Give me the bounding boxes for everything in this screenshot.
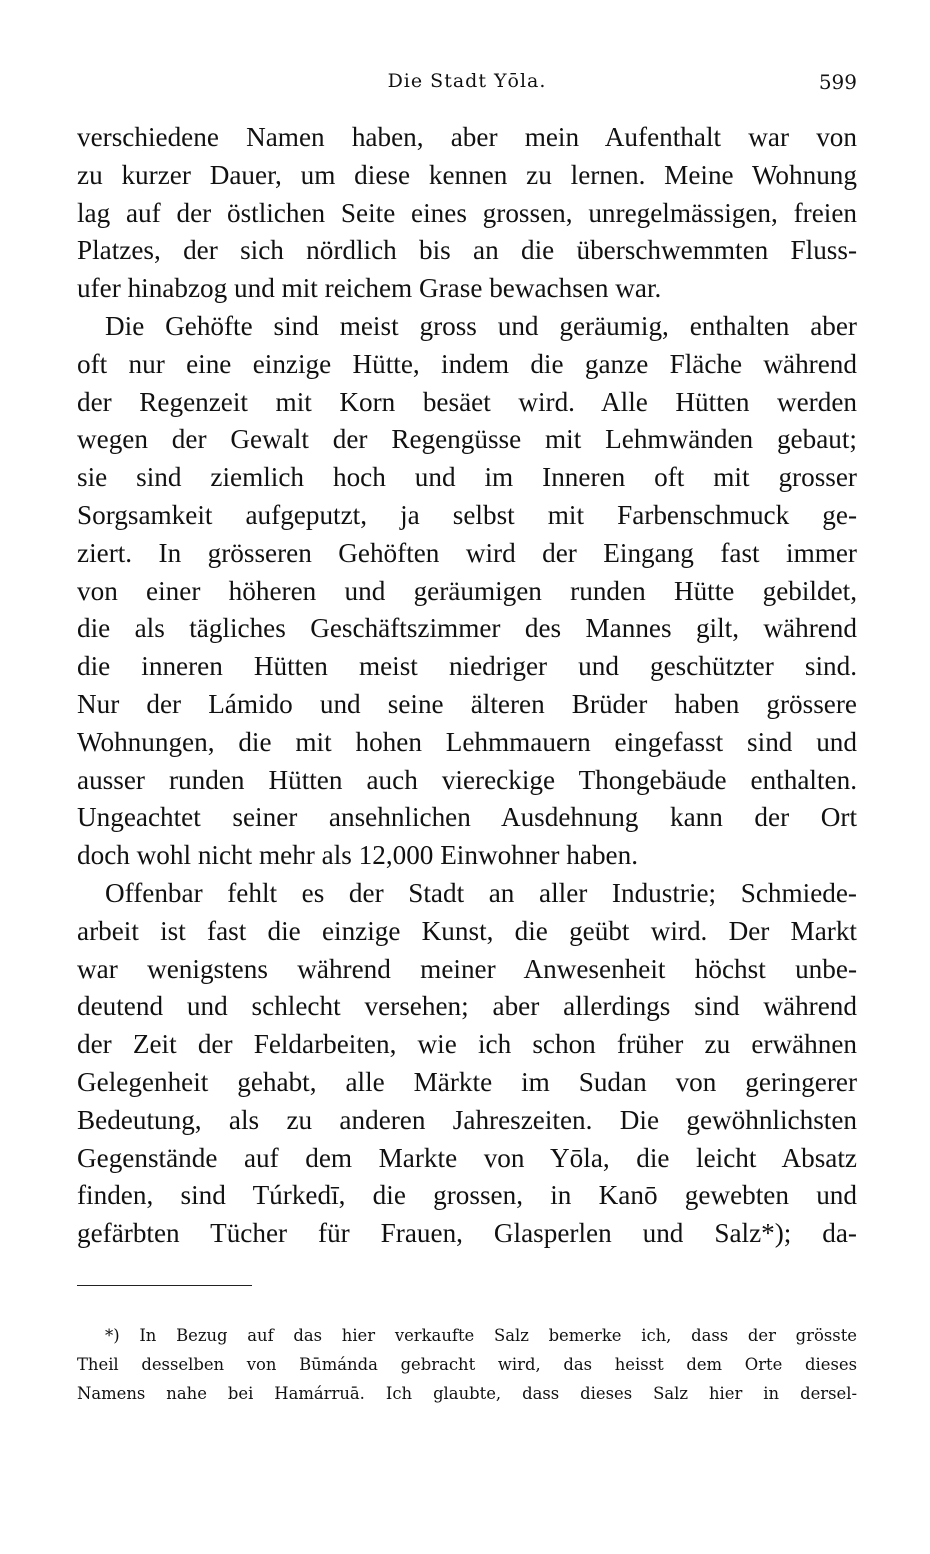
text-line: arbeit ist fast die einzige Kunst, die geübt wird. Der Markt: [77, 915, 857, 946]
text-line: sie sind ziemlich hoch und im Inneren oft mit grosser: [77, 462, 857, 493]
text-line: verschiedene Namen haben, aber mein Aufenthalt war von: [77, 122, 857, 152]
page-number: 599: [818, 70, 857, 94]
text-line: der Regenzeit mit Korn besäet wird. Alle Hütten werden: [77, 386, 857, 417]
paragraph-start-line: Die Gehöfte sind meist gross und geräumig, enthalten aber: [105, 310, 857, 341]
text-line: ufer hinabzog und mit reichem Grase bewachsen war.: [77, 273, 662, 304]
body-text: [77, 119, 857, 1253]
text-line: Ungeachtet seiner ansehnlichen Ausdehnung kann der Ort: [77, 802, 857, 833]
text-line: die als tägliches Geschäftszimmer des Mannes gilt, während: [77, 613, 857, 644]
text-line: ziert. In grösseren Gehöften wird der Eingang fast immer: [77, 537, 857, 568]
text-line: Nur der Lámido und seine älteren Brüder haben grössere: [77, 688, 857, 719]
footnote: [77, 1321, 857, 1408]
text-line: Gegenstände auf dem Markte von Yōla, die leicht Absatz: [77, 1142, 857, 1173]
text-line: oft nur eine einzige Hütte, indem die ganze Fläche während: [77, 348, 857, 379]
text-line: Platzes, der sich nördlich bis an die überschwemmten Fluss-: [77, 235, 857, 266]
text-line: zu kurzer Dauer, um diese kennen zu lernen. Meine Wohnung: [77, 159, 857, 190]
text-line: Gelegenheit gehabt, alle Märkte im Sudan von geringerer: [77, 1066, 857, 1097]
text-line: Sorgsamkeit aufgeputzt, ja selbst mit Farbenschmuck ge-: [77, 499, 857, 530]
footnote-divider: [77, 1285, 252, 1286]
footnote-line: Namens nahe bei Hamárruā. Ich glaubte, dass dieses Salz hier in dersel-: [77, 1384, 857, 1403]
text-line: von einer höheren und geräumigen runden Hütte gebildet,: [77, 575, 857, 606]
footnote-line: Theil desselben von Būmánda gebracht wird, das heisst dem Orte dieses: [77, 1355, 857, 1374]
text-line: deutend und schlecht versehen; aber allerdings sind während: [77, 991, 857, 1022]
footnote-line: *) In Bezug auf das hier verkaufte Salz bemerke ich, dass der grösste: [105, 1326, 857, 1345]
text-line: Wohnungen, die mit hohen Lehmmauern eingefasst sind und: [77, 726, 857, 757]
text-line: der Zeit der Feldarbeiten, wie ich schon früher zu erwähnen: [77, 1029, 857, 1060]
text-line: gefärbten Tücher für Frauen, Glasperlen und Salz*); da-: [77, 1218, 857, 1249]
text-line: finden, sind Túrkedī, die grossen, in Kanō gewebten und: [77, 1180, 857, 1211]
text-line: die inneren Hütten meist niedriger und geschützter sind.: [77, 651, 857, 682]
page-header-title: Die Stadt Yōla.: [387, 70, 547, 92]
text-line: Bedeutung, als zu anderen Jahreszeiten. Die gewöhnlichsten: [77, 1104, 857, 1135]
text-line: wegen der Gewalt der Regengüsse mit Lehmwänden gebaut;: [77, 424, 857, 455]
text-line: lag auf der östlichen Seite eines grossen, unregelmässigen, freien: [77, 197, 857, 228]
paragraph-start-line: Offenbar fehlt es der Stadt an aller Industrie; Schmiede-: [105, 877, 857, 908]
running-head: [77, 70, 857, 100]
text-line: war wenigstens während meiner Anwesenheit höchst unbe-: [77, 953, 857, 984]
text-line: doch wohl nicht mehr als 12,000 Einwohner haben.: [77, 840, 638, 871]
text-line: ausser runden Hütten auch viereckige Thongebäude enthalten.: [77, 764, 857, 795]
